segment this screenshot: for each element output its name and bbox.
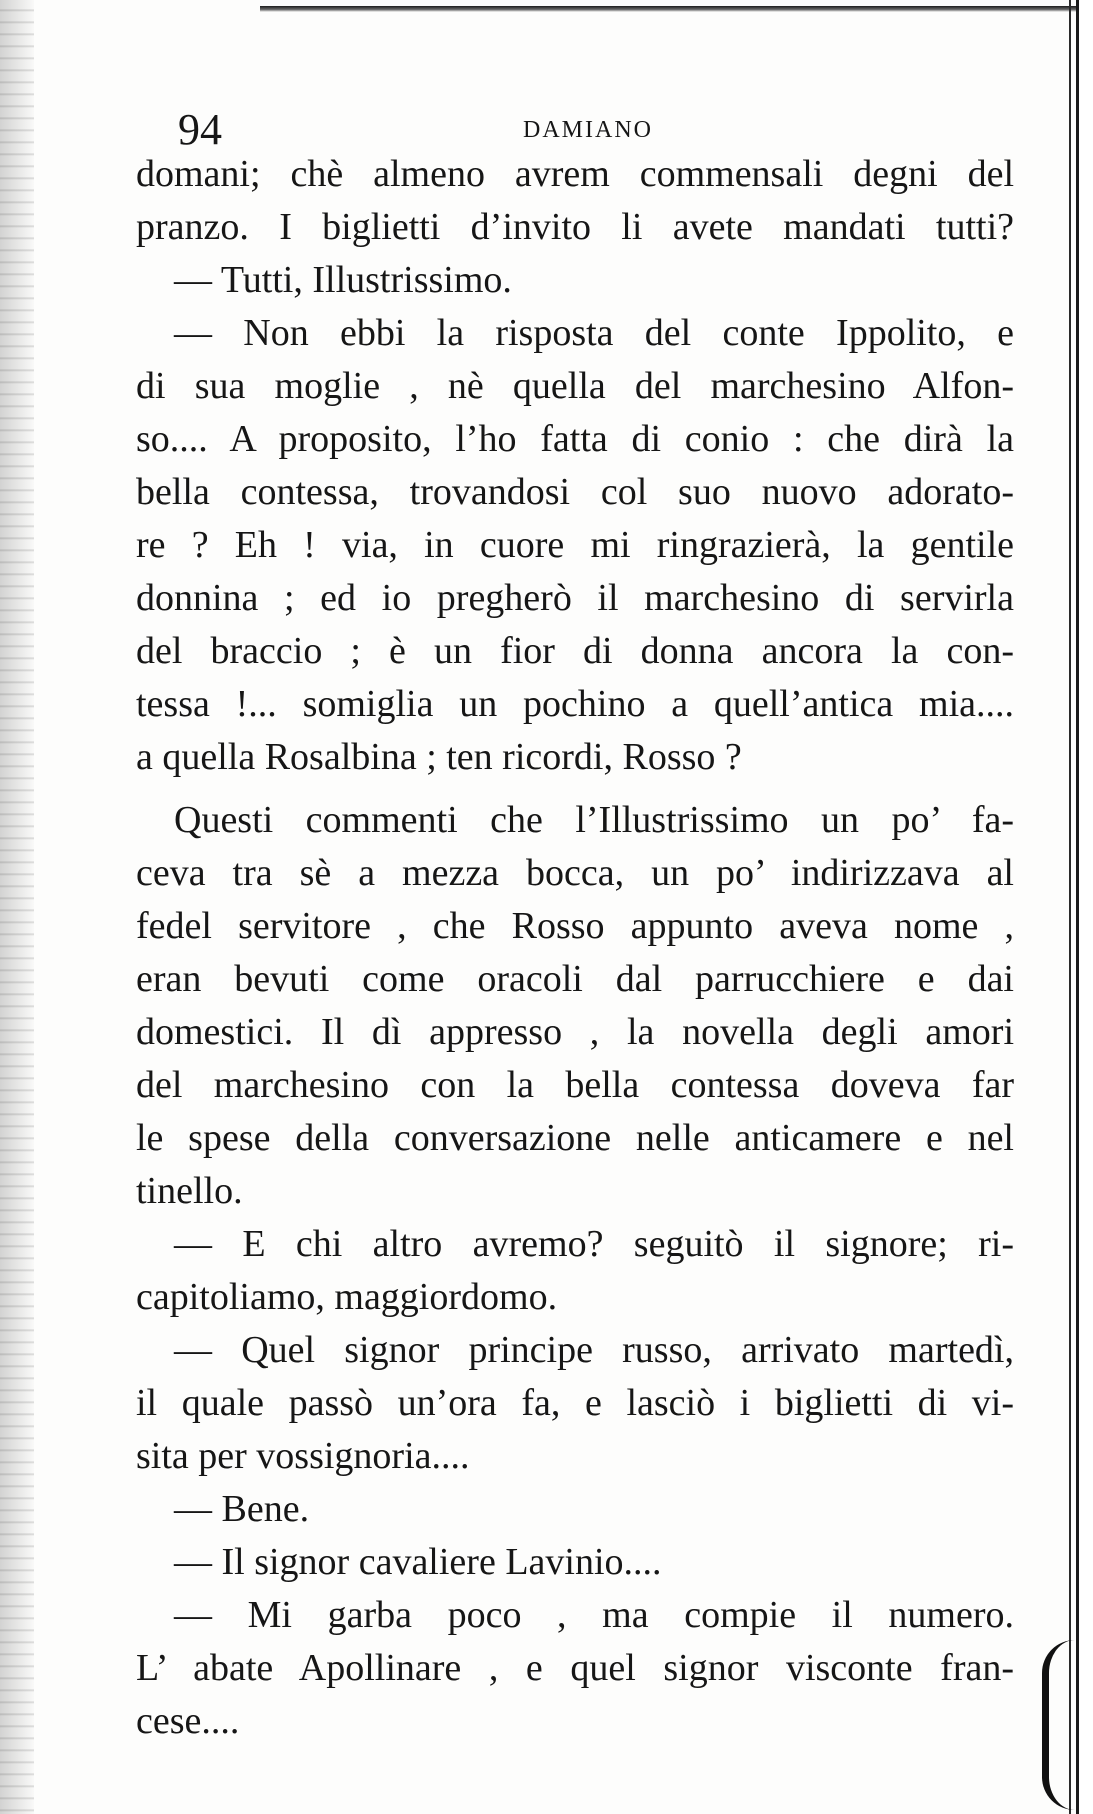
text-line: del braccio ; è un fior di donna ancora la con- <box>136 630 1014 672</box>
text-line: a quella Rosalbina ; ten ricordi, Rosso ? <box>136 736 742 778</box>
text-line: — Tutti, Illustrissimo. <box>174 259 512 301</box>
text-line: — Il signor cavaliere Lavinio.... <box>174 1541 662 1583</box>
text-line: tessa !... somiglia un pochino a quell’antica mia.... <box>136 683 1014 725</box>
page-number: 94 <box>178 105 222 154</box>
right-inner-rule <box>1069 0 1071 1814</box>
text-line: — Bene. <box>174 1488 310 1530</box>
text-line: le spese della conversazione nelle anticamere e nel <box>136 1117 1014 1159</box>
right-bracket-mark <box>1042 1640 1075 1810</box>
text-line: domani; chè almeno avrem commensali degni del <box>136 153 1014 195</box>
text-line: fedel servitore , che Rosso appunto aveva nome , <box>136 905 1014 947</box>
text-line: ceva tra sè a mezza bocca, un po’ indirizzava al <box>136 852 1014 894</box>
text-line: re ? Eh ! via, in cuore mi ringrazierà, la gentile <box>136 524 1014 566</box>
text-line: cese.... <box>136 1700 240 1742</box>
text-line: capitoliamo, maggiordomo. <box>136 1276 558 1318</box>
top-scan-edge <box>260 6 1093 12</box>
text-line: donnina ; ed io pregherò il marchesino di servirla <box>136 577 1014 619</box>
text-line: domestici. Il dì appresso , la novella degli amori <box>136 1011 1014 1053</box>
text-line: il quale passò un’ora fa, e lasciò i biglietti di vi- <box>136 1382 1014 1424</box>
text-line: pranzo. I biglietti d’invito li avete mandati tutti? <box>136 206 1014 248</box>
text-line: L’ abate Apollinare , e quel signor visconte fran- <box>136 1647 1014 1689</box>
text-line: — E chi altro avremo? seguitò il signore; ri- <box>174 1223 1014 1265</box>
text-line: so.... A proposito, l’ho fatta di conio : che dirà la <box>136 418 1014 460</box>
binding-edge <box>0 0 34 1814</box>
text-line: — Mi garba poco , ma compie il numero. <box>174 1594 1014 1636</box>
text-line: Questi commenti che l’Illustrissimo un po’ fa- <box>174 799 1014 841</box>
text-line: di sua moglie , nè quella del marchesino Alfon- <box>136 365 1014 407</box>
body-text <box>136 148 1014 1748</box>
right-scan-edge <box>1076 0 1093 1814</box>
text-line: — Non ebbi la risposta del conte Ippolito, e <box>174 312 1014 354</box>
running-head: DAMIANO <box>523 117 653 143</box>
text-line: bella contessa, trovandosi col suo nuovo adorato- <box>136 471 1014 513</box>
text-line: — Quel signor principe russo, arrivato martedì, <box>174 1329 1014 1371</box>
text-line: del marchesino con la bella contessa doveva far <box>136 1064 1014 1106</box>
text-line: tinello. <box>136 1170 243 1212</box>
text-line: eran bevuti come oracoli dal parrucchiere e dai <box>136 958 1014 1000</box>
text-line: sita per vossignoria.... <box>136 1435 470 1477</box>
